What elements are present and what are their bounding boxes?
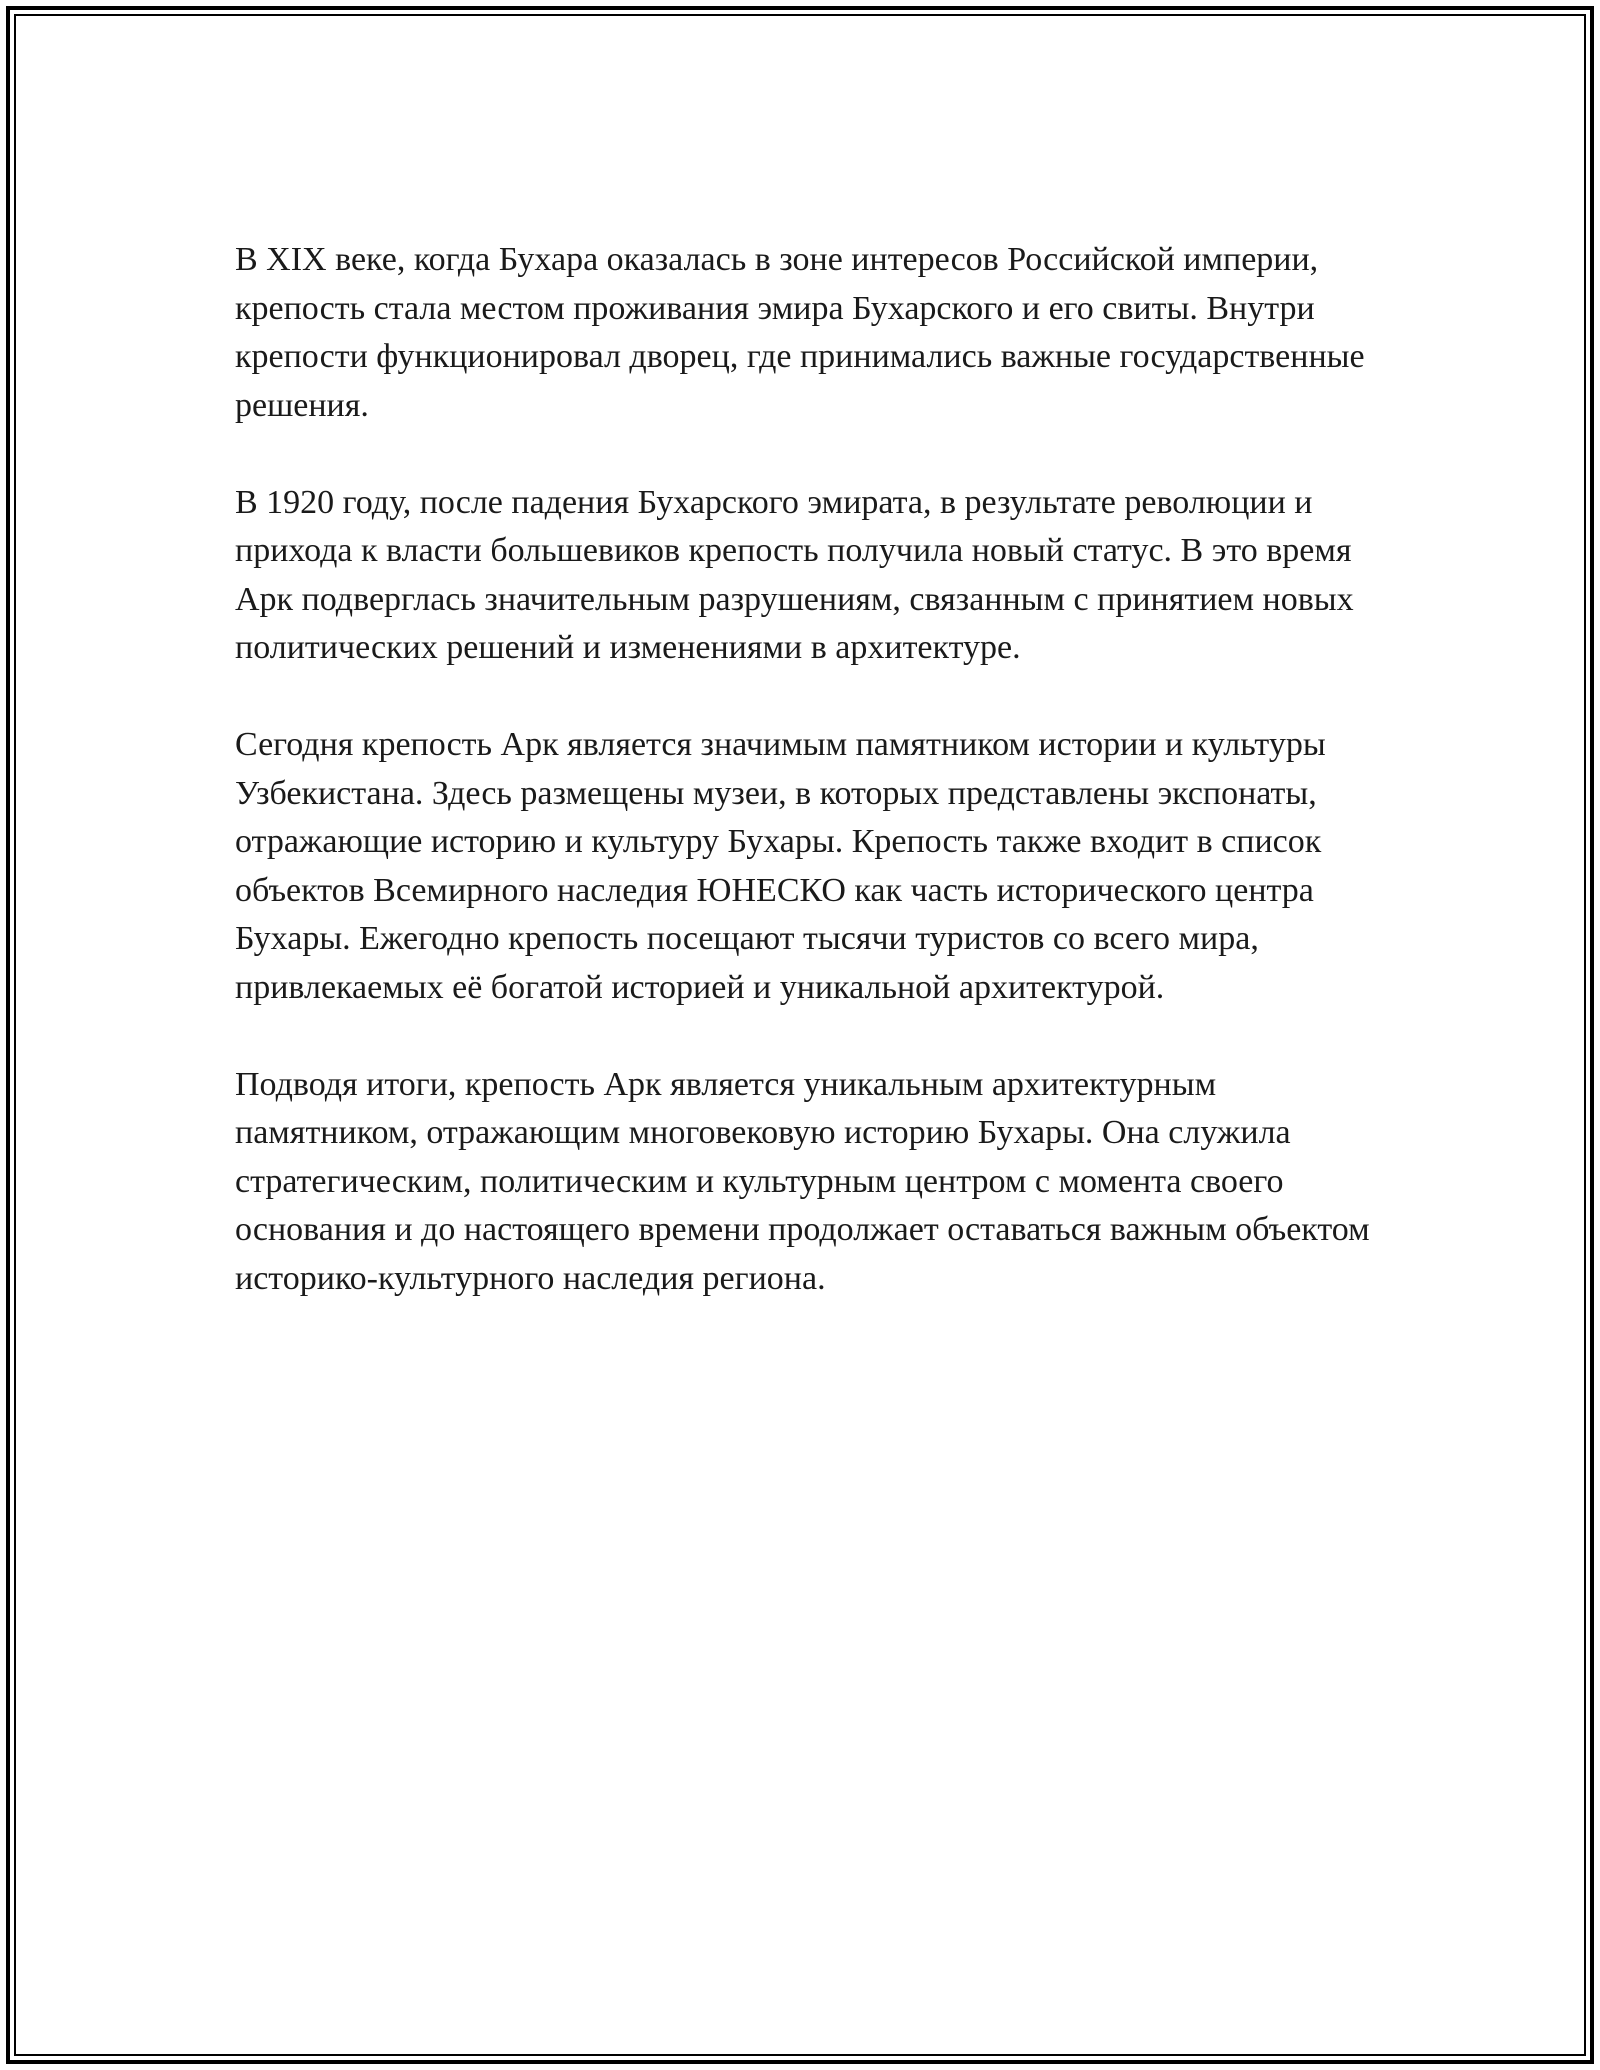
paragraph-4: Подводя итоги, крепость Арк является уникальным архитектурным памятником, отражающим многовековую историю Бухары. Она служила стратегическим, политическим и культурным центром с момента своего основания и до настоящего времени продолжает оставаться важным объектом историко-культурного наследия региона. [235,1065,1370,1297]
paragraph-3: Сегодня крепость Арк является значимым памятником истории и культуры Узбекистана. Здесь размещены музеи, в которых представлены экспонаты, отражающие историю и культуру Бухары. Крепость также входит в список объектов Всемирного наследия ЮНЕСКО как часть исторического центра Бухары. Ежегодно крепость посещают тысячи туристов со всего мира, привлекаемых её богатой историей и уникальной архитектурой. [235,726,1326,1006]
paragraph-1: В XIX веке, когда Бухара оказалась в зоне интересов Российской империи, крепость стала местом проживания эмира Бухарского и его свиты. Внутри крепости функционировал дворец, где принимались важные государственные решения. [235,241,1365,424]
paragraph-2: В 1920 году, после падения Бухарского эмирата, в результате революции и прихода к власти большевиков крепость получила новый статус. В это время Арк подверглась значительным разрушениям, связанным с принятием новых политических решений и изменениями в архитектуре. [235,483,1354,666]
document-body [235,236,1375,1352]
